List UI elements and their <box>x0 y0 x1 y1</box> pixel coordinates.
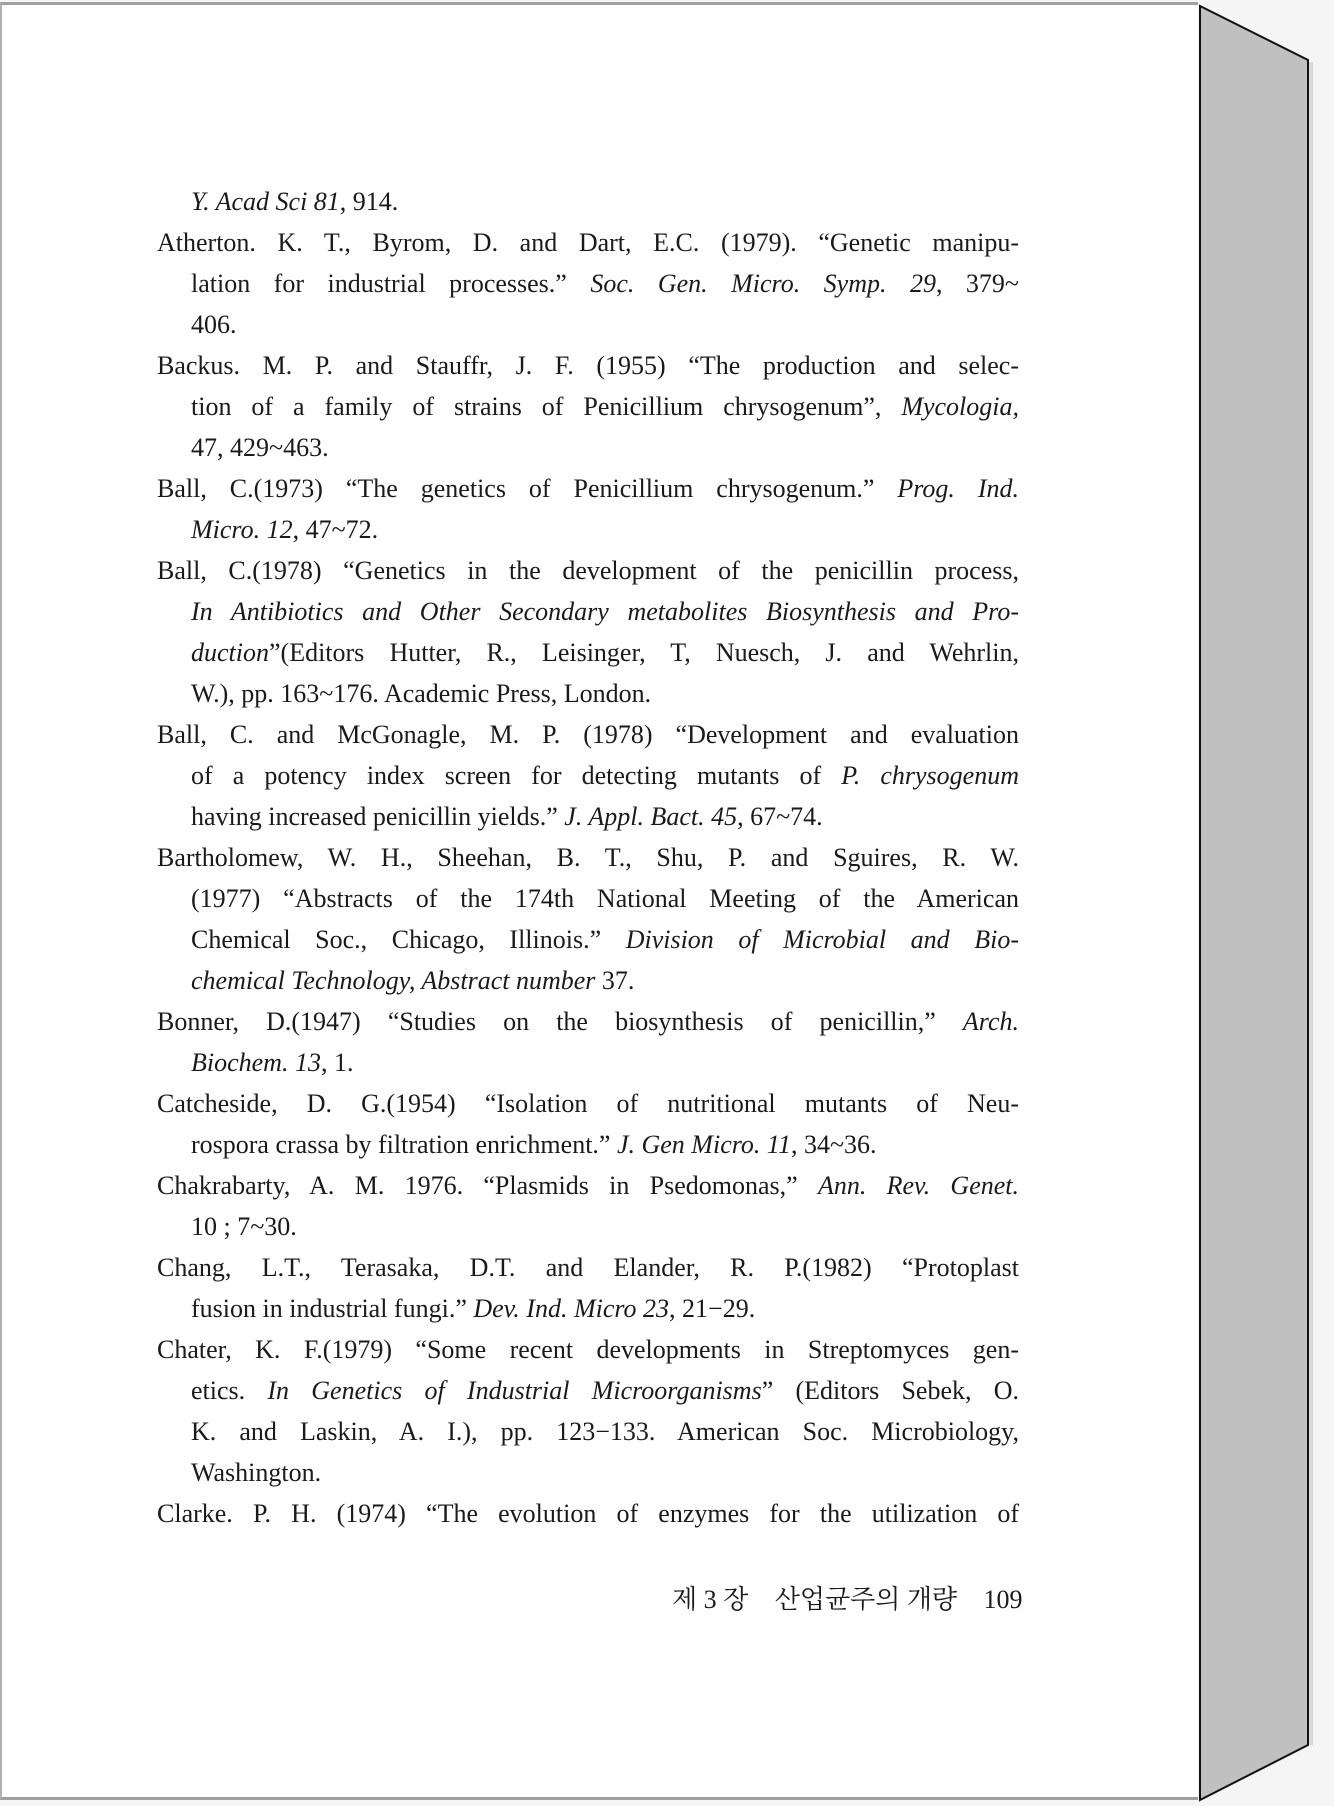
text: Chakrabarty, A. M. 1976. “Plasmids in Psedomonas,” <box>157 1171 818 1200</box>
reference-line <box>157 755 1019 796</box>
text: fusion in industrial fungi.” <box>191 1294 474 1323</box>
reference-line <box>157 1493 1019 1534</box>
reference-line <box>157 1083 1019 1124</box>
reference-line <box>157 1370 1019 1411</box>
reference-line <box>157 386 1019 427</box>
reference-line <box>157 673 1019 714</box>
reference-line <box>157 960 1019 1001</box>
page-number: 109 <box>983 1585 1023 1614</box>
italic-text: Division of Microbial and Bio- <box>625 925 1019 954</box>
reference-line <box>157 1206 1019 1247</box>
reference-line <box>157 878 1019 919</box>
book-page <box>0 2 1198 1800</box>
reference-line <box>157 345 1019 386</box>
italic-text: Mycologia, <box>901 392 1019 421</box>
reference-entry <box>157 550 1019 714</box>
chapter-title: 산업균주의 개량 <box>774 1585 958 1614</box>
text: K. and Laskin, A. I.), pp. 123−133. American Soc. Microbiology, <box>191 1417 1019 1446</box>
text: rospora crassa by filtration enrichment.” <box>191 1130 617 1159</box>
reference-line <box>157 1001 1019 1042</box>
text: lation for industrial processes.” <box>191 269 591 298</box>
reference-line <box>157 222 1019 263</box>
text: , 914. <box>339 187 399 216</box>
italic-text: J. Appl. Bact. 45 <box>564 802 738 831</box>
italic-text: Biochem. 13 <box>191 1048 321 1077</box>
reference-line <box>157 509 1019 550</box>
text: of a potency index screen for detecting mutants of <box>191 761 842 790</box>
italic-text: Soc. Gen. Micro. Symp. 29 <box>590 269 936 298</box>
text: ”(Editors Hutter, R., Leisinger, T, Nuesch, J. and Wehrlin, <box>269 638 1019 667</box>
italic-text: Ann. Rev. Genet. <box>817 1171 1020 1200</box>
reference-entry <box>157 1001 1019 1083</box>
text: ” (Editors Sebek, O. <box>761 1376 1019 1405</box>
reference-line <box>157 1329 1019 1370</box>
italic-text: duction <box>191 638 269 667</box>
text: , 379~ <box>935 269 1019 298</box>
reference-line <box>157 1165 1019 1206</box>
text: having increased penicillin yields.” <box>191 802 565 831</box>
text: Chemical Soc., Chicago, Illinois.” <box>191 925 626 954</box>
text: Catcheside, D. G.(1954) “Isolation of nutritional mutants of Neu- <box>157 1089 1019 1118</box>
text: 406. <box>191 310 237 339</box>
text: Ball, C.(1978) “Genetics in the development of the penicillin process, <box>157 556 1019 585</box>
reference-entry <box>157 714 1019 837</box>
reference-line <box>157 181 1019 222</box>
italic-text: Micro. 12 <box>191 515 293 544</box>
text: Ball, C. and McGonagle, M. P. (1978) “Development and evaluation <box>157 720 1019 749</box>
reference-entry <box>157 181 1019 222</box>
text: , 34~36. <box>790 1130 877 1159</box>
text: , 1. <box>320 1048 354 1077</box>
reference-line <box>157 919 1019 960</box>
italic-text: Prog. Ind. <box>897 474 1019 503</box>
reference-list <box>157 181 1019 1534</box>
reference-entry <box>157 222 1019 345</box>
reference-line <box>157 1452 1019 1493</box>
reference-entry <box>157 345 1019 468</box>
text: Bonner, D.(1947) “Studies on the biosynthesis of penicillin,” <box>157 1007 963 1036</box>
reference-line <box>157 304 1019 345</box>
text: Chater, K. F.(1979) “Some recent developments in Streptomyces gen- <box>157 1335 1019 1364</box>
text: , 67~74. <box>737 802 823 831</box>
italic-text: Y. Acad Sci 81 <box>191 187 340 216</box>
reference-line <box>157 1042 1019 1083</box>
text: 37. <box>595 966 635 995</box>
italic-text: J. Gen Micro. 11 <box>616 1130 791 1159</box>
italic-text: chemical Technology, Abstract number <box>191 966 596 995</box>
italic-text: P. chrysogenum <box>841 761 1019 790</box>
reference-line <box>157 632 1019 673</box>
text: , 21−29. <box>669 1294 756 1323</box>
reference-entry <box>157 1165 1019 1247</box>
reference-entry <box>157 1493 1019 1534</box>
chapter-label: 제 3 장 <box>672 1585 749 1614</box>
page-edge-panel <box>1200 6 1308 1800</box>
italic-text: In Antibiotics and Other Secondary metabolites Biosynthesis and Pro- <box>191 597 1019 626</box>
italic-text: Dev. Ind. Micro 23 <box>473 1294 670 1323</box>
text: Atherton. K. T., Byrom, D. and Dart, E.C. (1979). “Genetic manipu- <box>157 228 1019 257</box>
reference-line <box>157 550 1019 591</box>
reference-line <box>157 1124 1019 1165</box>
reference-line <box>157 714 1019 755</box>
reference-entry <box>157 837 1019 1001</box>
text: W.), pp. 163~176. Academic Press, London. <box>191 679 652 708</box>
italic-text: Arch. <box>962 1007 1019 1036</box>
page-footer <box>672 1579 1043 1616</box>
text: Clarke. P. H. (1974) “The evolution of enzymes for the utilization of <box>157 1499 1019 1528</box>
reference-line <box>157 427 1019 468</box>
reference-line <box>157 796 1019 837</box>
reference-line <box>157 1288 1019 1329</box>
reference-line <box>157 263 1019 304</box>
reference-entry <box>157 1083 1019 1165</box>
reference-entry <box>157 468 1019 550</box>
text: Backus. M. P. and Stauffr, J. F. (1955) “The production and selec- <box>157 351 1019 380</box>
reference-entry <box>157 1329 1019 1493</box>
text: Washington. <box>191 1458 322 1487</box>
reference-line <box>157 591 1019 632</box>
italic-text: In Genetics of Industrial Microorganisms <box>267 1376 762 1405</box>
text: Ball, C.(1973) “The genetics of Penicillium chrysogenum.” <box>157 474 898 503</box>
text: Bartholomew, W. H., Sheehan, B. T., Shu, P. and Sguires, R. W. <box>157 843 1019 872</box>
text: , 47~72. <box>292 515 379 544</box>
text: (1977) “Abstracts of the 174th National Meeting of the American <box>191 884 1019 913</box>
text: etics. <box>191 1376 268 1405</box>
reference-line <box>157 468 1019 509</box>
reference-line <box>157 1247 1019 1288</box>
text: Chang, L.T., Terasaka, D.T. and Elander, R. P.(1982) “Protoplast <box>157 1253 1019 1282</box>
reference-line <box>157 1411 1019 1452</box>
reference-line <box>157 837 1019 878</box>
text: 10 ; 7~30. <box>191 1212 297 1241</box>
reference-entry <box>157 1247 1019 1329</box>
text: 47, 429~463. <box>191 433 329 462</box>
text: tion of a family of strains of Penicillium chrysogenum”, <box>191 392 902 421</box>
